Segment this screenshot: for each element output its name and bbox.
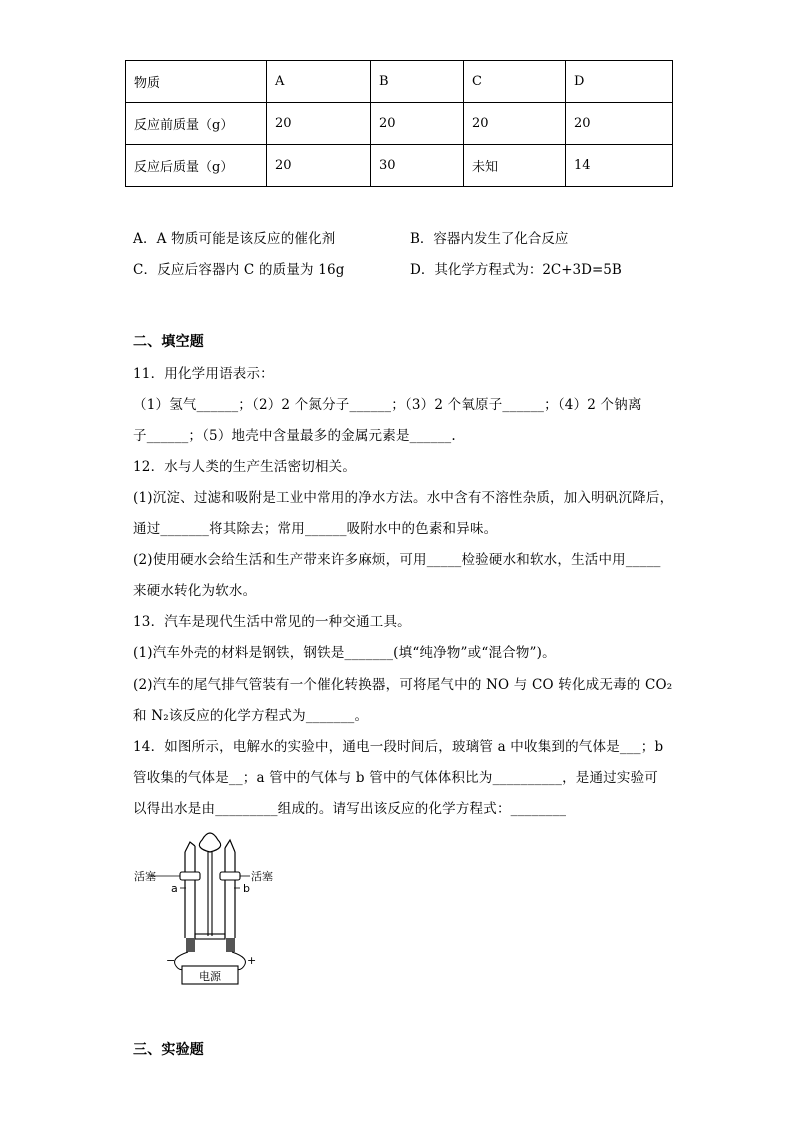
section-title-experiment: 三、实验题: [133, 1042, 204, 1058]
question-13-line: (2)汽车的尾气排气管装有一个催化转换器，可将尾气中的 NO 与 CO 转化成无毒的 CO₂: [133, 677, 673, 693]
electrode-left: [186, 938, 195, 952]
electrode-right: [226, 938, 235, 952]
table-cell: 14: [566, 145, 673, 187]
valve-right: [220, 872, 240, 880]
table-cell: D: [566, 61, 673, 103]
question-12-line: 来硬水转化为软水。: [133, 583, 257, 599]
tube-label-b: b: [243, 882, 250, 895]
question-12-line: 通过_______将其除去；常用______吸附水中的色素和异味。: [133, 521, 498, 537]
electrolysis-apparatus-figure: [130, 826, 290, 988]
question-14-line: 14．如图所示，电解水的实验中，通电一段时间后，玻璃管 a 中收集到的气体是___；b: [133, 739, 664, 755]
power-label: 电源: [199, 970, 221, 983]
question-11-line: （1）氢气______；（2）2 个氮分子______；（3）2 个氧原子______；（4）2 个钠离: [133, 397, 642, 413]
question-14-line: 以得出水是由_________组成的。请写出该反应的化学方程式：________: [133, 801, 567, 817]
valve-label-right: 活塞: [251, 870, 273, 883]
table-cell: 20: [267, 145, 371, 187]
option-b: B．容器内发生了化合反应: [410, 231, 569, 247]
minus-label: −: [166, 954, 176, 967]
tube-a-tip: [185, 842, 195, 852]
question-11-line: 子______；（5）地壳中含量最多的金属元素是______.: [133, 428, 456, 444]
question-11-title: 11．用化学用语表示：: [133, 366, 274, 382]
question-13-line: (1)汽车外壳的材料是钢铁，钢铁是_______(填“纯净物”或“混合物”)。: [133, 645, 556, 661]
table-cell: 反应后质量（g）: [126, 145, 267, 187]
table-header-row: [126, 61, 673, 103]
table-cell: B: [371, 61, 464, 103]
question-12-line: (2)使用硬水会给生活和生产带来许多麻烦，可用_____检验硬水和软水，生活中用_____: [133, 552, 661, 568]
table-cell: 30: [371, 145, 464, 187]
section-title-fill-blank: 二、填空题: [133, 334, 204, 350]
question-13-title: 13．汽车是现代生活中常见的一种交通工具。: [133, 614, 411, 630]
option-a: A．A 物质可能是该反应的催化剂: [133, 231, 336, 247]
option-d: D．其化学方程式为：2C+3D=5B: [410, 262, 622, 278]
table-cell: 20: [371, 103, 464, 145]
table-cell: 20: [267, 103, 371, 145]
table-row: [126, 145, 673, 187]
question-13-line: 和 N₂该反应的化学方程式为_______。: [133, 708, 369, 724]
plus-label: +: [247, 954, 257, 967]
table-cell: 20: [464, 103, 566, 145]
funnel-bulb: [199, 833, 220, 852]
table-cell: C: [464, 61, 566, 103]
question-14-line: 管收集的气体是__；a 管中的气体与 b 管中的气体体积比为__________，是通过实验可: [133, 770, 658, 786]
table-cell: 20: [566, 103, 673, 145]
tube-b-tip: [225, 840, 235, 852]
connecting-tube: [195, 934, 225, 939]
valve-left: [180, 872, 200, 880]
table-cell: 反应前质量（g）: [126, 103, 267, 145]
table-row: [126, 103, 673, 145]
table-cell: 物质: [126, 61, 267, 103]
valve-label-left: 活塞: [134, 870, 156, 883]
option-c: C．反应后容器内 C 的质量为 16g: [133, 262, 345, 278]
question-12-title: 12．水与人类的生产生活密切相关。: [133, 459, 357, 475]
table-cell: 未知: [464, 145, 566, 187]
table-cell: A: [267, 61, 371, 103]
mass-table: [125, 60, 673, 187]
question-12-line: (1)沉淀、过滤和吸附是工业中常用的净水方法。水中含有不溶性杂质，加入明矾沉降后，: [133, 490, 674, 506]
tube-label-a: a: [171, 882, 178, 895]
